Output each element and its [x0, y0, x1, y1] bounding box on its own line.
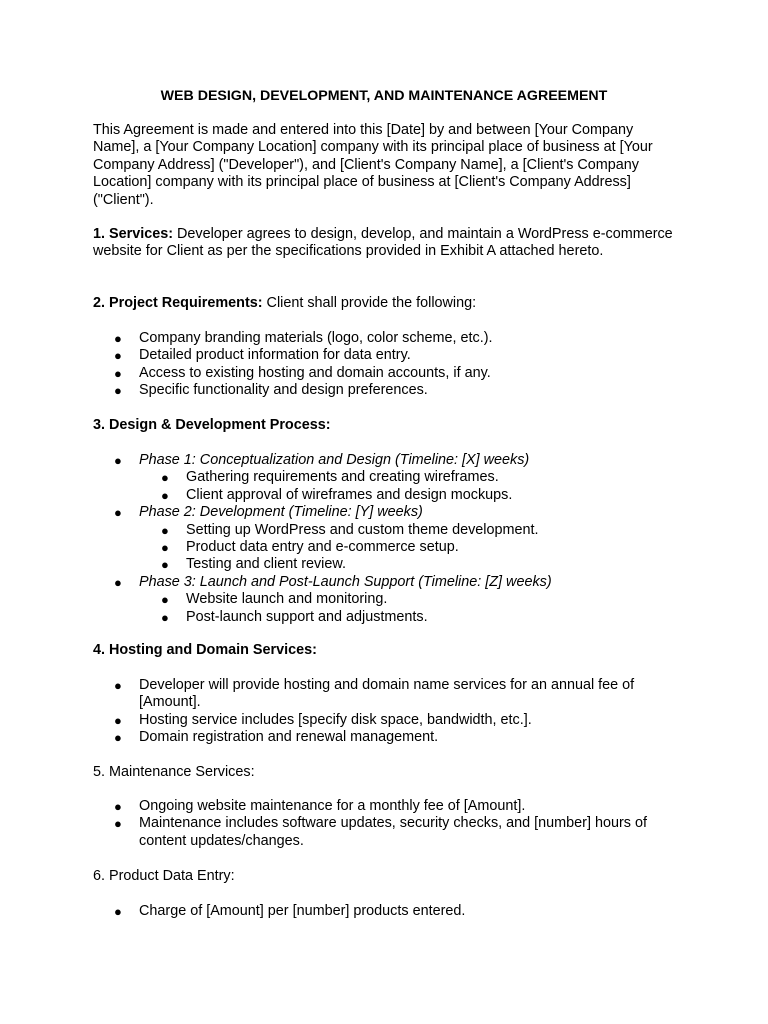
hosting-list [93, 677, 683, 747]
section-heading: 2. Project Requirements: [93, 295, 263, 311]
list-item: ● Charge of [Amount] per [number] products entered. [93, 903, 683, 920]
phase-item [93, 452, 683, 504]
phase-label: Phase 3: Launch and Post-Launch Support (Timeline: [Z] weeks) [139, 573, 552, 590]
section-heading: 1. Services: [93, 226, 174, 242]
section-text: Developer agrees to design, develop, and maintain a WordPress e-commerce website for Client as per the specifications provided in Exhibit A attached hereto. [93, 226, 673, 260]
list-item: ● Access to existing hosting and domain accounts, if any. [93, 365, 683, 382]
phase-label: Phase 2: Development (Timeline: [Y] weeks) [139, 504, 423, 521]
list-item: ● Detailed product information for data entry. [93, 347, 683, 364]
phase-sublist [139, 522, 683, 574]
list-item: ● Gathering requirements and creating wireframes. [93, 469, 683, 486]
section-heading-hosting: 4. Hosting and Domain Services: [93, 642, 317, 658]
phase-label: Phase 1: Conceptualization and Design (Timeline: [X] weeks) [139, 452, 530, 468]
list-item: ● Website launch and monitoring. [93, 591, 683, 608]
maintenance-list [93, 798, 683, 850]
requirements-list [93, 330, 683, 400]
section-heading-process: 3. Design & Development Process: [93, 417, 331, 433]
process-list [93, 452, 683, 626]
list-item: ● Maintenance includes software updates, security checks, and [number] hours of content updates/changes. [93, 815, 683, 850]
data-entry-list [93, 903, 683, 920]
intro-paragraph: This Agreement is made and entered into this [Date] by and between [Your Company Name], a [Your Company Location] company with its principal place of business at [Your Company Address] ("Developer"), and [Client's Company Name], a [Client's Company Location] company with its principal place of business at [Client's Company Address] ("Client"). [93, 122, 653, 208]
phase-item [93, 504, 683, 574]
phase-sublist [139, 469, 683, 504]
section-services [93, 226, 683, 261]
list-item: ● Post-launch support and adjustments. [93, 609, 683, 626]
list-item: ● Hosting service includes [specify disk space, bandwidth, etc.]. [93, 712, 683, 729]
document-title: WEB DESIGN, DEVELOPMENT, AND MAINTENANCE AGREEMENT [160, 88, 608, 104]
section-heading-data-entry: 6. Product Data Entry: [93, 868, 235, 884]
phase-item [93, 574, 683, 626]
list-item: ● Company branding materials (logo, color scheme, etc.). [93, 330, 683, 347]
list-item: ● Product data entry and e-commerce setup. [93, 539, 683, 556]
section-requirements [93, 295, 683, 312]
list-item: ● Domain registration and renewal management. [93, 729, 683, 746]
list-item: ● Developer will provide hosting and domain name services for an annual fee of [Amount]. [93, 677, 683, 712]
section-heading-maintenance: 5. Maintenance Services: [93, 764, 255, 780]
list-item: ● Client approval of wireframes and design mockups. [93, 487, 683, 504]
list-item: ● Ongoing website maintenance for a monthly fee of [Amount]. [93, 798, 683, 815]
list-item: ● Testing and client review. [93, 556, 683, 573]
phase-sublist [139, 591, 683, 626]
list-item: ● Specific functionality and design preferences. [93, 382, 683, 399]
list-item: ● Setting up WordPress and custom theme development. [93, 522, 683, 539]
section-text: Client shall provide the following: [262, 295, 477, 311]
